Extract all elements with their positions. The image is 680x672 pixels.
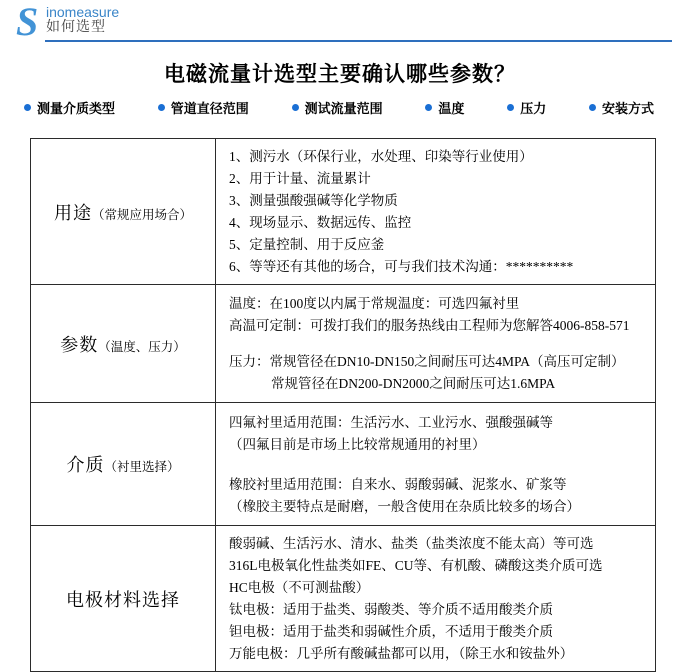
row-content-parameters <box>216 285 656 403</box>
usage-line-4: 4、现场显示、数据远传、监控 <box>229 215 412 230</box>
row-header-sub: （常规应用场合） <box>91 207 192 222</box>
row-header-main: 电极材料选择 <box>66 589 180 610</box>
selection-spec-table <box>30 138 656 672</box>
page-title: 电磁流量计选型主要确认哪些参数？ <box>164 62 516 86</box>
parameter-bullet-list <box>24 98 654 117</box>
params-hotline-line: 高温可定制：可拨打我们的服务热线由工程师为您解答4006-858-571 <box>229 318 630 333</box>
row-header-main: 用途 <box>53 202 92 223</box>
bullet-dot-icon <box>158 104 165 111</box>
bullet-dot-icon <box>24 104 31 111</box>
bullet-dot-icon <box>292 104 299 111</box>
bullet-label: 测量介质类型 <box>37 101 116 116</box>
electrode-line-4: 钛电极：适用于盐类、弱酸类、等介质不适用酸类介质 <box>229 602 553 617</box>
usage-line-1: 1、测污水（环保行业，水处理、印染等行业使用） <box>229 149 533 164</box>
row-header-medium <box>31 403 216 526</box>
usage-line-3: 3、测量强酸强碱等化学物质 <box>229 193 398 208</box>
row-header-sub: （温度、压力） <box>98 339 186 354</box>
medium-ptfe-note-line: （四氟目前是市场上比较常规通用的衬里） <box>229 436 486 452</box>
row-content-usage <box>216 139 656 285</box>
params-temperature-line: 温度：在100度以内属于常规温度：可选四氟衬里 <box>229 296 520 311</box>
usage-line-5: 5、定量控制、用于反应釜 <box>229 237 385 252</box>
sinomeasure-logo[interactable] <box>16 2 216 44</box>
medium-ptfe-line: 四氟衬里适用范围：生活污水、工业污水、强酸强碱等 <box>229 414 553 430</box>
row-content-medium <box>216 403 656 526</box>
usage-line-2: 2、用于计量、流量累计 <box>229 171 371 186</box>
row-header-parameters <box>31 285 216 403</box>
row-header-electrode <box>31 526 216 672</box>
logo-brand: inomeasure <box>46 4 120 20</box>
logo-subtitle: 如何选型 <box>46 20 106 36</box>
usage-line-6: 6、等等还有其他的场合，可与我们技术沟通：********** <box>229 259 574 274</box>
electrode-line-6: 万能电极：几乎所有酸碱盐都可以用，（除王水和铵盐外） <box>229 646 574 661</box>
electrode-line-2: 316L电极氧化性盐类如FE、CU等、有机酸、磷酸这类介质可选 <box>229 558 603 573</box>
table-row-electrode <box>31 526 656 672</box>
medium-rubber-line: 橡胶衬里适用范围：自来水、弱酸弱碱、泥浆水、矿浆等 <box>229 476 567 492</box>
bullet-label: 压力 <box>520 101 547 116</box>
params-pressure-line: 压力：常规管径在DN10-DN150之间耐压可达4MPA（高压可定制） <box>229 354 625 369</box>
medium-rubber-note-line: （橡胶主要特点是耐磨，一般含使用在杂质比较多的场合） <box>229 498 580 514</box>
bullet-dot-icon <box>507 104 514 111</box>
electrode-line-5: 钽电极：适用于盐类和弱碱性介质，不适用于酸类介质 <box>229 624 553 639</box>
electrode-line-3: HC电极（不可测盐酸） <box>229 580 370 595</box>
row-header-sub: （衬里选择） <box>104 460 180 474</box>
row-header-main: 介质 <box>66 455 105 475</box>
bullet-item-installation <box>589 98 654 117</box>
bullet-item-flow-range <box>292 98 383 117</box>
bullet-dot-icon <box>589 104 596 111</box>
bullet-label: 温度 <box>438 101 465 116</box>
bullet-item-temperature <box>425 98 464 117</box>
row-content-electrode <box>216 526 656 672</box>
bullet-dot-icon <box>425 104 432 111</box>
bullet-item-pipe-diameter <box>158 98 249 117</box>
electrode-line-1: 酸弱碱、生活污水、清水、盐类（盐类浓度不能太高）等可选 <box>229 536 594 551</box>
table-row-parameters <box>31 285 656 403</box>
row-header-usage <box>31 139 216 285</box>
bullet-label: 安装方式 <box>601 101 654 116</box>
row-header-main: 参数 <box>60 334 99 355</box>
logo-s-icon: S <box>16 0 39 44</box>
bullet-item-medium-type <box>24 98 115 117</box>
params-pressure-line-2: 常规管径在DN200-DN2000之间耐压可达1.6MPA <box>271 376 556 391</box>
bullet-label: 管道直径范围 <box>170 101 249 116</box>
header-divider <box>45 40 672 42</box>
bullet-label: 测试流量范围 <box>304 101 383 116</box>
bullet-item-pressure <box>507 98 546 117</box>
logo-text <box>46 5 119 36</box>
table-row-medium <box>31 403 656 526</box>
header <box>0 0 680 46</box>
table-row-usage <box>31 139 656 285</box>
